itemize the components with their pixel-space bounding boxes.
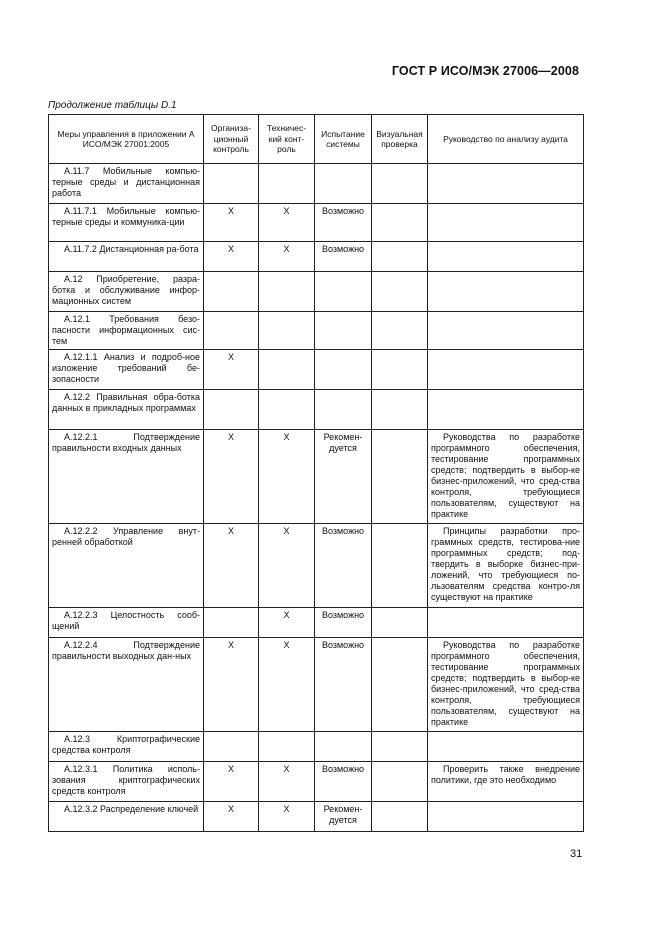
system-test-cell: Рекомен-дуется [315, 802, 372, 832]
organizational-cell: X [204, 802, 259, 832]
measure-cell [49, 524, 204, 608]
visual-check-cell [372, 272, 428, 312]
technical-cell [259, 390, 315, 430]
visual-check-cell [372, 242, 428, 272]
measure-cell-text: А.12.2.3 Целостность сооб-щений [52, 610, 200, 631]
measure-cell [49, 350, 204, 390]
organizational-cell [204, 608, 259, 638]
table-body [49, 164, 584, 832]
audit-table [48, 114, 584, 832]
audit-guide-cell-text: Принципы разработки про-граммных средств, тестирова-ние программных средств; под-твердить в выборке бизнес-при-ложений, что требующиеся по-льзователям средства контро-ля существуют на практике [431, 526, 580, 602]
technical-cell [259, 164, 315, 204]
system-test-cell [315, 350, 372, 390]
visual-check-cell [372, 732, 428, 762]
technical-cell: X [259, 608, 315, 638]
measure-cell [49, 732, 204, 762]
table-row [49, 732, 584, 762]
visual-check-cell [372, 524, 428, 608]
system-test-cell: Возможно [315, 524, 372, 608]
measure-cell-text: А.11.7.1 Мобильные компью-терные среды и коммуника-ции [52, 206, 200, 227]
technical-cell: X [259, 762, 315, 802]
table-header-row [49, 115, 584, 164]
column-header-organizational: Организа-ционный контроль [204, 115, 259, 164]
measure-cell [49, 242, 204, 272]
organizational-cell [204, 312, 259, 350]
measure-cell-text: А.12.2.1 Подтверждение правильности входных данных [52, 432, 200, 453]
page-number: 31 [570, 848, 583, 860]
visual-check-cell [372, 430, 428, 524]
table-row [49, 164, 584, 204]
measure-cell-text: А.12.1.1 Анализ и подроб-ное изложение требований бе-зопасности [52, 352, 200, 384]
organizational-cell [204, 164, 259, 204]
table-row [49, 802, 584, 832]
column-header-measures: Меры управления в приложении А ИСО/МЭК 27001:2005 [49, 115, 204, 164]
visual-check-cell [372, 390, 428, 430]
measure-cell-text: А.12.1 Требования безо-пасности информационных сис-тем [52, 314, 200, 346]
system-test-cell: Возможно [315, 608, 372, 638]
system-test-cell [315, 732, 372, 762]
organizational-cell [204, 732, 259, 762]
measure-cell-text: А.12.2.2 Управление внут-ренней обработкой [52, 526, 200, 547]
audit-guide-cell [428, 350, 584, 390]
audit-guide-cell [428, 608, 584, 638]
audit-guide-cell [428, 524, 584, 608]
organizational-cell: X [204, 638, 259, 732]
organizational-cell [204, 272, 259, 312]
organizational-cell: X [204, 204, 259, 242]
visual-check-cell [372, 762, 428, 802]
measure-cell [49, 762, 204, 802]
document-header: ГОСТ Р ИСО/МЭК 27006—2008 [391, 64, 579, 78]
visual-check-cell [372, 802, 428, 832]
column-header-system-test: Испытание системы [315, 115, 372, 164]
technical-cell [259, 732, 315, 762]
audit-guide-cell [428, 312, 584, 350]
table-row [49, 762, 584, 802]
visual-check-cell [372, 638, 428, 732]
audit-guide-cell [428, 430, 584, 524]
system-test-cell [315, 312, 372, 350]
technical-cell: X [259, 242, 315, 272]
technical-cell [259, 312, 315, 350]
system-test-cell: Возможно [315, 762, 372, 802]
measure-cell [49, 204, 204, 242]
table-row [49, 204, 584, 242]
audit-guide-cell [428, 204, 584, 242]
column-header-technical: Техничес-кий конт-роль [259, 115, 315, 164]
measure-cell-text: А.12 Приобретение, разра-ботка и обслуживание инфор-мационных систем [52, 274, 200, 306]
organizational-cell: X [204, 242, 259, 272]
measure-cell-text: А.12.3.1 Политика исполь-зования криптографических средств контроля [52, 764, 200, 796]
table-row [49, 350, 584, 390]
system-test-cell: Возможно [315, 204, 372, 242]
measure-cell-text: А.12.2 Правильная обра-ботка данных в прикладных программах [52, 392, 200, 413]
technical-cell: X [259, 430, 315, 524]
system-test-cell: Возможно [315, 638, 372, 732]
visual-check-cell [372, 350, 428, 390]
audit-guide-cell-text: Руководства по разработке программного обеспечения, тестирование программных средств; подтвердить в выбор-ке бизнес-приложений, что сред-ства контроля, требующиеся пользователям, существуют на практике [431, 640, 580, 727]
audit-guide-cell-text: Руководства по разработке программного обеспечения, тестирование программных средств; подтвердить в выбор-ке бизнес-приложений, что сред-ства контроля, требующиеся пользователям, существуют на практике [431, 432, 580, 519]
visual-check-cell [372, 204, 428, 242]
table-row [49, 608, 584, 638]
measure-cell-text: А.12.2.4 Подтверждение правильности выходных дан-ных [52, 640, 200, 661]
technical-cell: X [259, 802, 315, 832]
system-test-cell: Рекомен-дуется [315, 430, 372, 524]
system-test-cell [315, 390, 372, 430]
measure-cell [49, 164, 204, 204]
table-row [49, 272, 584, 312]
organizational-cell [204, 390, 259, 430]
system-test-cell [315, 272, 372, 312]
measure-cell-text: А.11.7.2 Дистанционная ра-бота [64, 244, 199, 254]
audit-guide-cell [428, 390, 584, 430]
visual-check-cell [372, 312, 428, 350]
technical-cell [259, 350, 315, 390]
table-row [49, 638, 584, 732]
technical-cell: X [259, 204, 315, 242]
organizational-cell: X [204, 762, 259, 802]
measure-cell [49, 638, 204, 732]
technical-cell: X [259, 638, 315, 732]
table-row [49, 390, 584, 430]
measure-cell-text: А.12.3 Криптографические средства контроля [52, 734, 200, 755]
table-row [49, 430, 584, 524]
organizational-cell: X [204, 524, 259, 608]
measure-cell [49, 608, 204, 638]
measure-cell [49, 430, 204, 524]
table-row [49, 524, 584, 608]
audit-guide-cell [428, 242, 584, 272]
organizational-cell: X [204, 430, 259, 524]
measure-cell [49, 272, 204, 312]
measure-cell [49, 802, 204, 832]
column-header-audit-guide: Руководство по анализу аудита [428, 115, 584, 164]
system-test-cell [315, 164, 372, 204]
measure-cell-text: А.12.3.2 Распределение ключей [64, 804, 199, 814]
technical-cell [259, 272, 315, 312]
system-test-cell: Возможно [315, 242, 372, 272]
audit-guide-cell [428, 272, 584, 312]
column-header-visual-check: Визуальная проверка [372, 115, 428, 164]
technical-cell: X [259, 524, 315, 608]
table-caption: Продолжение таблицы D.1 [48, 100, 177, 111]
audit-guide-cell [428, 638, 584, 732]
audit-guide-cell [428, 802, 584, 832]
audit-guide-cell-text: Проверить также внедрение политики, где это необходимо [431, 764, 580, 785]
measure-cell [49, 312, 204, 350]
visual-check-cell [372, 164, 428, 204]
measure-cell [49, 390, 204, 430]
audit-guide-cell [428, 164, 584, 204]
audit-guide-cell [428, 762, 584, 802]
table-row [49, 312, 584, 350]
measure-cell-text: А.11.7 Мобильные компью-терные среды и дистанционная работа [52, 166, 200, 198]
visual-check-cell [372, 608, 428, 638]
table-row [49, 242, 584, 272]
audit-guide-cell [428, 732, 584, 762]
organizational-cell: X [204, 350, 259, 390]
